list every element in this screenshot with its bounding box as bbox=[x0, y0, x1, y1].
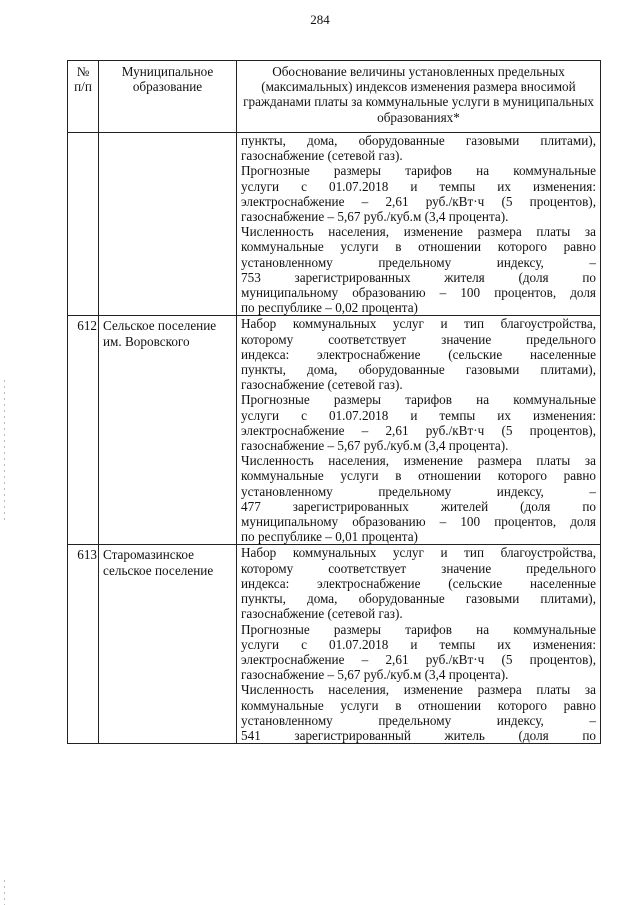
text-line: электроснабжение – 2,61 руб./кВт·ч (5 процентов), bbox=[241, 651, 596, 667]
text-line: муниципальному образованию – 100 процентов, доля bbox=[241, 285, 596, 301]
header-number-text: № п/п bbox=[74, 64, 92, 95]
text-line: по республике – 0,01 процента) bbox=[241, 529, 418, 545]
justification-cell bbox=[237, 316, 601, 545]
tariff-table bbox=[67, 60, 601, 744]
margin-dots bbox=[4, 880, 5, 905]
header-reason bbox=[237, 61, 601, 133]
text-line: по республике – 0,02 процента) bbox=[241, 300, 418, 316]
municipality-name: Старомазинское сельское поселение bbox=[99, 545, 237, 744]
row-number bbox=[68, 133, 99, 316]
justification-cell bbox=[237, 545, 601, 744]
text-line: пункты, дома, оборудованные газовыми плитами), bbox=[241, 133, 596, 148]
row-number: 613 bbox=[68, 545, 99, 744]
text-line: пункты, дома, оборудованные газовыми плитами), bbox=[241, 362, 596, 378]
justification-paragraph bbox=[241, 392, 596, 453]
justification-paragraph bbox=[241, 622, 596, 683]
text-line: электроснабжение – 2,61 руб./кВт·ч (5 процентов), bbox=[241, 422, 596, 438]
text-line: газоснабжение – 5,67 руб./куб.м (3,4 процента). bbox=[241, 209, 509, 225]
header-reason-text: Обоснование величины установленных предельных (максимальных) индексов изменения размера вносимой гражданами платы за коммунальные услуги в муниципальных образованиях* bbox=[243, 64, 594, 125]
text-line: электроснабжение – 2,61 руб./кВт·ч (5 процентов), bbox=[241, 193, 596, 209]
table-row bbox=[68, 316, 601, 545]
text-line: установленному предельному индексу, – bbox=[241, 712, 596, 728]
justification-paragraph bbox=[241, 453, 596, 544]
text-line: индекса: электроснабжение (сельские населенные bbox=[241, 346, 596, 362]
text-line: 541 зарегистрированный житель (доля по bbox=[241, 727, 596, 743]
text-line: коммунальные услуги в отношении которого равно bbox=[241, 239, 596, 255]
text-line: 753 зарегистрированных жителя (доля по bbox=[241, 269, 596, 285]
text-line: которому соответствует значение предельного bbox=[241, 560, 596, 576]
text-line: газоснабжение – 5,67 руб./куб.м (3,4 процента). bbox=[241, 667, 509, 683]
text-line: коммунальные услуги в отношении которого равно bbox=[241, 468, 596, 484]
text-line: Набор коммунальных услуг и тип благоустройства, bbox=[241, 545, 596, 561]
text-line: Численность населения, изменение размера платы за bbox=[241, 682, 596, 698]
header-municipality bbox=[99, 61, 237, 133]
justification-paragraph bbox=[241, 545, 596, 621]
justification-paragraph bbox=[241, 133, 596, 163]
table-row bbox=[68, 545, 601, 744]
text-line: коммунальные услуги в отношении которого равно bbox=[241, 697, 596, 713]
text-line: муниципальному образованию – 100 процентов, доля bbox=[241, 514, 596, 530]
justification-paragraph bbox=[241, 316, 596, 392]
header-municipality-text: Муниципальное образование bbox=[121, 64, 214, 95]
text-line: Прогнозные размеры тарифов на коммунальные bbox=[241, 163, 596, 179]
text-line: пункты, дома, оборудованные газовыми плитами), bbox=[241, 591, 596, 607]
justification-paragraph bbox=[241, 682, 596, 743]
justification-paragraph bbox=[241, 163, 596, 224]
text-line: услуги с 01.07.2018 и темпы их изменения: bbox=[241, 178, 596, 194]
text-line: 477 зарегистрированных жителей (доля по bbox=[241, 498, 596, 514]
text-line: услуги с 01.07.2018 и темпы их изменения: bbox=[241, 407, 596, 423]
text-line: услуги с 01.07.2018 и темпы их изменения: bbox=[241, 636, 596, 652]
text-line: Численность населения, изменение размера платы за bbox=[241, 224, 596, 240]
text-line: газоснабжение – 5,67 руб./куб.м (3,4 процента). bbox=[241, 438, 509, 454]
municipality-name: Сельское поселение им. Воровского bbox=[99, 316, 237, 545]
text-line: Набор коммунальных услуг и тип благоустройства, bbox=[241, 316, 596, 332]
text-line: индекса: электроснабжение (сельские населенные bbox=[241, 575, 596, 591]
text-line: установленному предельному индексу, – bbox=[241, 254, 596, 270]
text-line: Прогнозные размеры тарифов на коммунальные bbox=[241, 621, 596, 637]
text-line: газоснабжение (сетевой газ). bbox=[241, 606, 403, 622]
text-line: газоснабжение (сетевой газ). bbox=[241, 377, 403, 393]
justification-paragraph bbox=[241, 224, 596, 315]
municipality-name bbox=[99, 133, 237, 316]
row-number: 612 bbox=[68, 316, 99, 545]
justification-cell bbox=[237, 133, 601, 316]
text-line: установленному предельному индексу, – bbox=[241, 483, 596, 499]
margin-dots bbox=[4, 380, 5, 520]
text-line: Прогнозные размеры тарифов на коммунальные bbox=[241, 392, 596, 408]
table-row bbox=[68, 133, 601, 316]
text-line: газоснабжение (сетевой газ). bbox=[241, 148, 403, 164]
header-number bbox=[68, 61, 99, 133]
table-header-row bbox=[68, 61, 601, 133]
text-line: которому соответствует значение предельного bbox=[241, 331, 596, 347]
page-number: 284 bbox=[310, 12, 330, 27]
text-line: Численность населения, изменение размера платы за bbox=[241, 453, 596, 469]
